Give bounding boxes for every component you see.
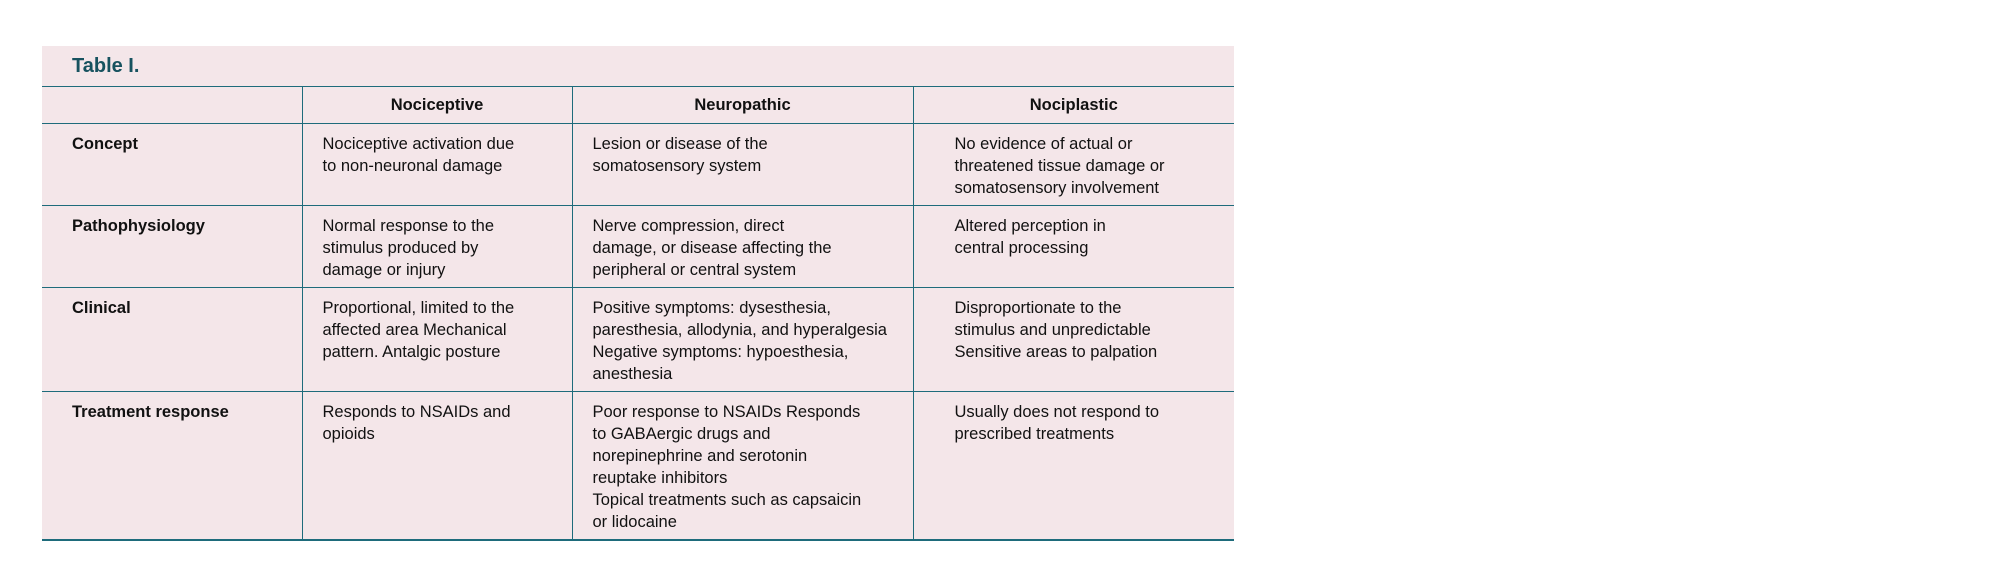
cell-text-line: somatosensory system: [592, 157, 762, 175]
cell-text-line: Normal response to the: [322, 217, 495, 235]
cell-text-line: threatened tissue damage or: [954, 157, 1165, 175]
cell-text-line: No evidence of actual or: [954, 135, 1133, 153]
table-cell-nociplastic: [913, 206, 1234, 288]
cell-text-line: damage, or disease affecting the: [592, 239, 832, 257]
row-label: Pathophysiology: [42, 206, 302, 288]
table-row: [42, 288, 1234, 392]
header-cell-empty: [42, 87, 302, 124]
table-cell-nociceptive: [302, 288, 572, 392]
cell-text-line: affected area Mechanical: [322, 321, 507, 339]
cell-text-line: stimulus produced by: [322, 239, 479, 257]
header-cell-neuropathic: Neuropathic: [572, 87, 913, 124]
cell-text-line: Lesion or disease of the: [592, 135, 768, 153]
cell-text-line: Topical treatments such as capsaicin: [592, 491, 862, 509]
table-cell-neuropathic: [572, 392, 913, 540]
cell-text-line: Nerve compression, direct: [592, 217, 785, 235]
cell-text-line: central processing: [954, 239, 1089, 257]
cell-text-line: pattern. Antalgic posture: [322, 343, 501, 361]
row-label: Treatment response: [72, 403, 229, 421]
cell-text-line: to non-neuronal damage: [322, 157, 503, 175]
header-row: [42, 87, 1234, 124]
table-row: [42, 206, 1234, 288]
cell-text-line: Usually does not respond to: [954, 403, 1160, 421]
cell-text-line: damage or injury: [322, 261, 446, 279]
cell-text-line: Altered perception in: [954, 217, 1106, 235]
cell-text-line: Nociceptive activation due: [322, 135, 515, 153]
table-body: [42, 124, 1234, 540]
cell-text-line: Negative symptoms: hypoesthesia,: [592, 343, 849, 361]
row-label: Clinical: [42, 288, 302, 392]
cell-text-line: reuptake inhibitors: [592, 469, 728, 487]
cell-text-line: to GABAergic drugs and: [592, 425, 771, 443]
table-title: Table I.: [42, 46, 1234, 87]
table-cell-nociplastic: [913, 288, 1234, 392]
table-cell-neuropathic: [572, 124, 913, 206]
cell-text-line: Proportional, limited to the: [322, 299, 515, 317]
cell-text-line: prescribed treatments: [954, 425, 1115, 443]
table-cell-nociceptive: [302, 124, 572, 206]
cell-text-line: peripheral or central system: [592, 261, 797, 279]
table-cell-nociceptive: [302, 206, 572, 288]
cell-text-line: anesthesia: [592, 365, 673, 383]
cell-text-line: norepinephrine and serotonin: [592, 447, 808, 465]
table-cell-nociplastic: [913, 392, 1234, 540]
header-cell-nociplastic: Nociplastic: [913, 87, 1234, 124]
cell-text-line: Disproportionate to the: [954, 299, 1122, 317]
cell-text-line: Responds to NSAIDs and: [322, 403, 511, 421]
table-cell-neuropathic: [572, 206, 913, 288]
cell-text-line: paresthesia, allodynia, and hyperalgesia: [592, 321, 887, 339]
table-row: [42, 392, 1234, 540]
cell-text-line: opioids: [322, 425, 375, 443]
cell-text-line: or lidocaine: [592, 513, 677, 531]
cell-text-line: stimulus and unpredictable: [954, 321, 1151, 339]
comparison-table: [42, 87, 1234, 539]
table-cell-nociplastic: [913, 124, 1234, 206]
cell-text-line: Poor response to NSAIDs Responds: [592, 403, 861, 421]
cell-text-line: somatosensory involvement: [954, 179, 1160, 197]
table-cell-neuropathic: [572, 288, 913, 392]
row-label: Concept: [42, 124, 302, 206]
table-row: [42, 124, 1234, 206]
header-cell-nociceptive: Nociceptive: [302, 87, 572, 124]
table-panel: [42, 46, 1234, 541]
cell-text-line: Positive symptoms: dysesthesia,: [592, 299, 831, 317]
table-cell-nociceptive: [302, 392, 572, 540]
cell-text-line: Sensitive areas to palpation: [954, 343, 1158, 361]
